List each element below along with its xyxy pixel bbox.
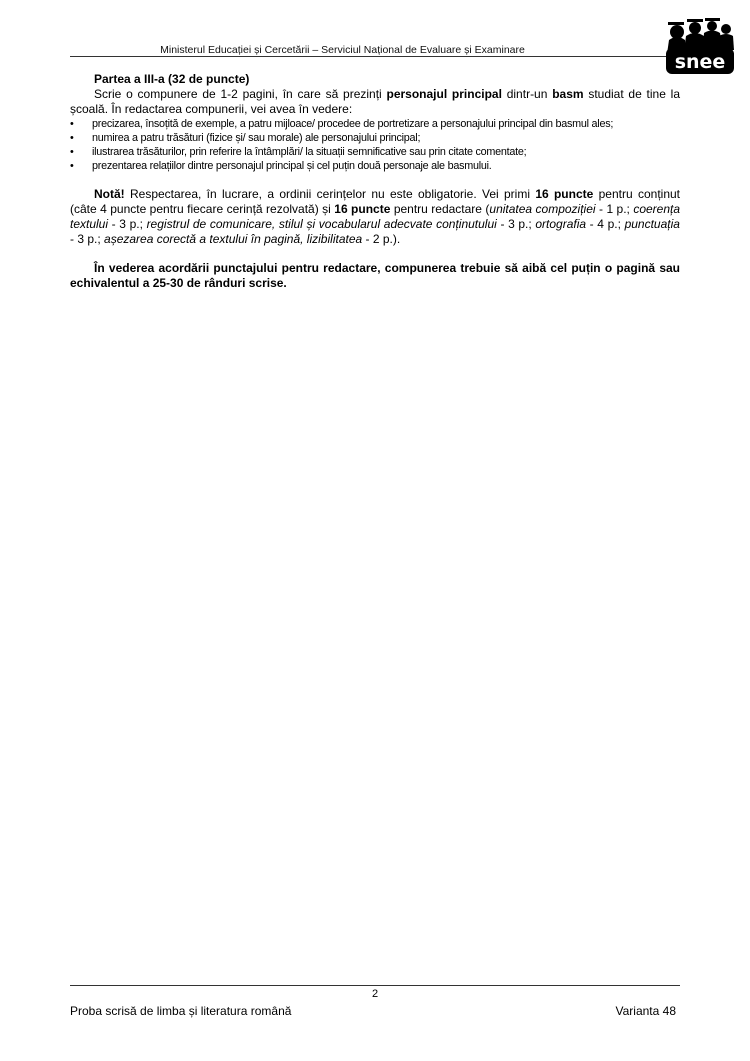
list-item: • numirea a patru trăsături (fizice și/ sau morale) ale personajului principal;	[70, 132, 421, 144]
page-number: 2	[371, 988, 379, 1000]
footer-variant: Varianta 48	[615, 1004, 676, 1018]
requirements-list	[70, 117, 680, 173]
list-item: • ilustrarea trăsăturilor, prin referire la întâmplări/ la situații semnificative sau prin citate comentate;	[70, 146, 527, 158]
section-title: Partea a III-a (32 de puncte)	[94, 72, 250, 86]
header-ministry-text: Ministerul Educației și Cercetării – Serviciul Național de Evaluare și Examinare	[160, 44, 525, 56]
task-intro: Scrie o compunere de 1-2 pagini, în care să prezinți personajul principal dintr-un basm studiat de tine la școală. În redactarea compunerii, vei avea în vedere:	[70, 87, 681, 116]
exam-content	[70, 72, 680, 291]
header-divider	[70, 56, 680, 57]
snee-logo	[663, 14, 735, 76]
footer-subject: Proba scrisă de limba și literatura română	[70, 1004, 292, 1018]
logo-text: snee	[674, 51, 726, 73]
length-requirement: În vederea acordării punctajului pentru redactare, compunerea trebuie să aibă cel puțin o pagină sau echivalentul a 25-30 de rânduri scrise.	[70, 261, 680, 290]
list-item: • prezentarea relațiilor dintre personajul principal și cel puțin două personaje ale basmului.	[70, 160, 492, 172]
grading-note: Notă! Respectarea, în lucrare, a ordinii cerințelor nu este obligatorie. Vei primi 16 puncte pentru conținut (câte 4 puncte pentru fiecare cerință rezolvată) și 16 puncte pentru redactare (unitatea compoziției - 1 p.; coerența textului - 3 p.; registrul de comunicare, stilul și vocabularul adecvate conținutului - 3 p.; ortografia - 4 p.; punctuația - 3 p.; așezarea corectă a textului în pagină, lizibilitatea - 2 p.).	[70, 187, 681, 246]
list-item: • precizarea, însoțită de exemple, a patru mijloace/ procedee de portretizare a personajului principal din basmul ales;	[70, 118, 614, 130]
footer-divider	[70, 985, 680, 986]
